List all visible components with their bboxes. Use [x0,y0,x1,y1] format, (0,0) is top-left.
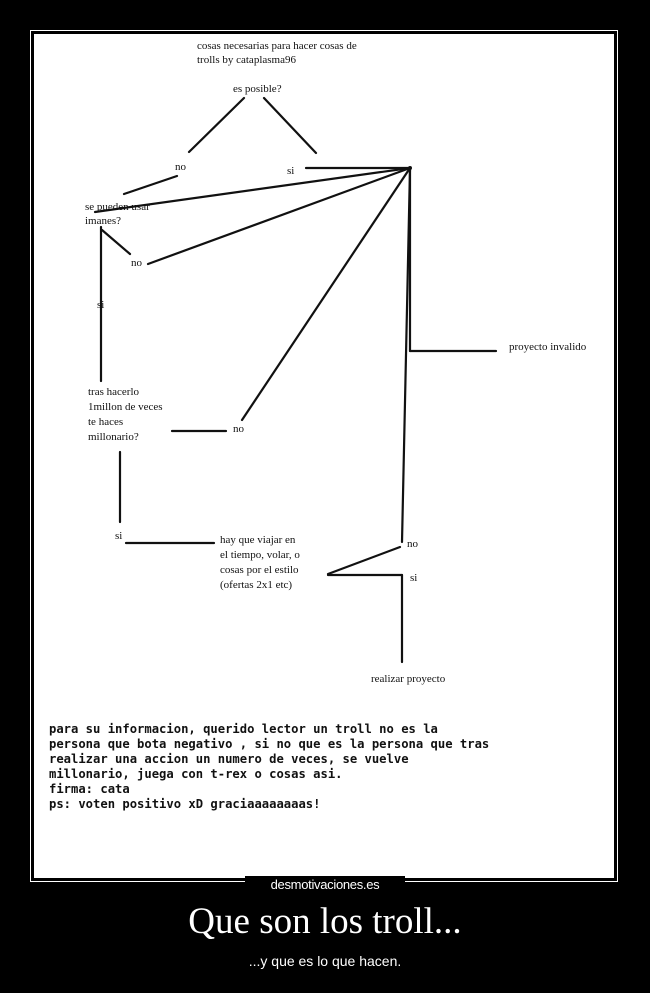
question-millonario-line1: tras hacerlo [88,386,139,398]
info-note-line4: millonario, juega con t-rex o cosas asi. [49,767,343,781]
edge-hub-no4 [402,168,410,542]
question-se-pueden-usar-line2: imanes? [85,215,122,227]
question-millonario [88,385,163,445]
label-si-3: si [115,530,123,542]
info-note-line1: para su informacion, querido lector un troll no es la [49,722,438,736]
label-no-3: no [233,423,244,435]
edge-hub-no2 [148,168,410,264]
label-no-2: no [131,257,142,269]
step-viajar-line1: hay que viajar en [220,534,296,546]
info-note-line2: persona que bota negativo , si no que es la persona que tras [49,737,490,751]
hub-node [408,166,412,170]
question-se-pueden-usar [85,200,150,228]
question-millonario-line2: 1millon de veces [88,401,163,413]
diagram-heading-line1: cosas necesarias para hacer cosas de [197,40,357,52]
edge-hub-no3 [242,168,410,420]
label-no-4: no [407,538,418,550]
label-si-1: si [287,165,295,177]
info-note-line3: realizar una accion un numero de veces, se vuelve [49,752,409,766]
poster-frame [30,30,618,882]
question-es-posible: es posible? [233,83,282,95]
poster-title: Que son los troll... [188,901,462,942]
info-note [49,722,604,812]
result-proyecto-invalido: proyecto invalido [509,341,587,353]
edge-root-no [189,98,244,152]
question-se-pueden-usar-line1: se pueden usar [85,201,150,213]
diagram-heading [197,39,357,67]
label-si-4: si [410,572,418,584]
label-si-2: si [97,299,105,311]
brand-watermark: desmotivaciones.es [245,876,405,894]
info-note-line5: firma: cata [49,782,130,796]
edge-usar-no2 [102,230,130,254]
label-no-1: no [175,161,186,173]
flowchart-canvas [34,34,614,878]
edge-viajar-no4 [328,547,400,574]
edge-no1-usar [124,176,177,194]
step-viajar-line2: el tiempo, volar, o [220,549,300,561]
edge-root-si [264,98,316,153]
result-realizar-proyecto: realizar proyecto [371,673,446,685]
step-viajar-line3: cosas por el estilo [220,564,299,576]
diagram-heading-line2: trolls by cataplasma96 [197,54,296,66]
question-millonario-line3: te haces [88,416,124,428]
question-millonario-line4: millonario? [88,431,139,443]
info-note-line6: ps: voten positivo xD graciaaaaaaaas! [49,797,321,811]
step-viajar-line4: (ofertas 2x1 etc) [220,579,293,591]
step-viajar [220,533,300,593]
poster-subtitle: ...y que es lo que hacen. [248,953,402,969]
